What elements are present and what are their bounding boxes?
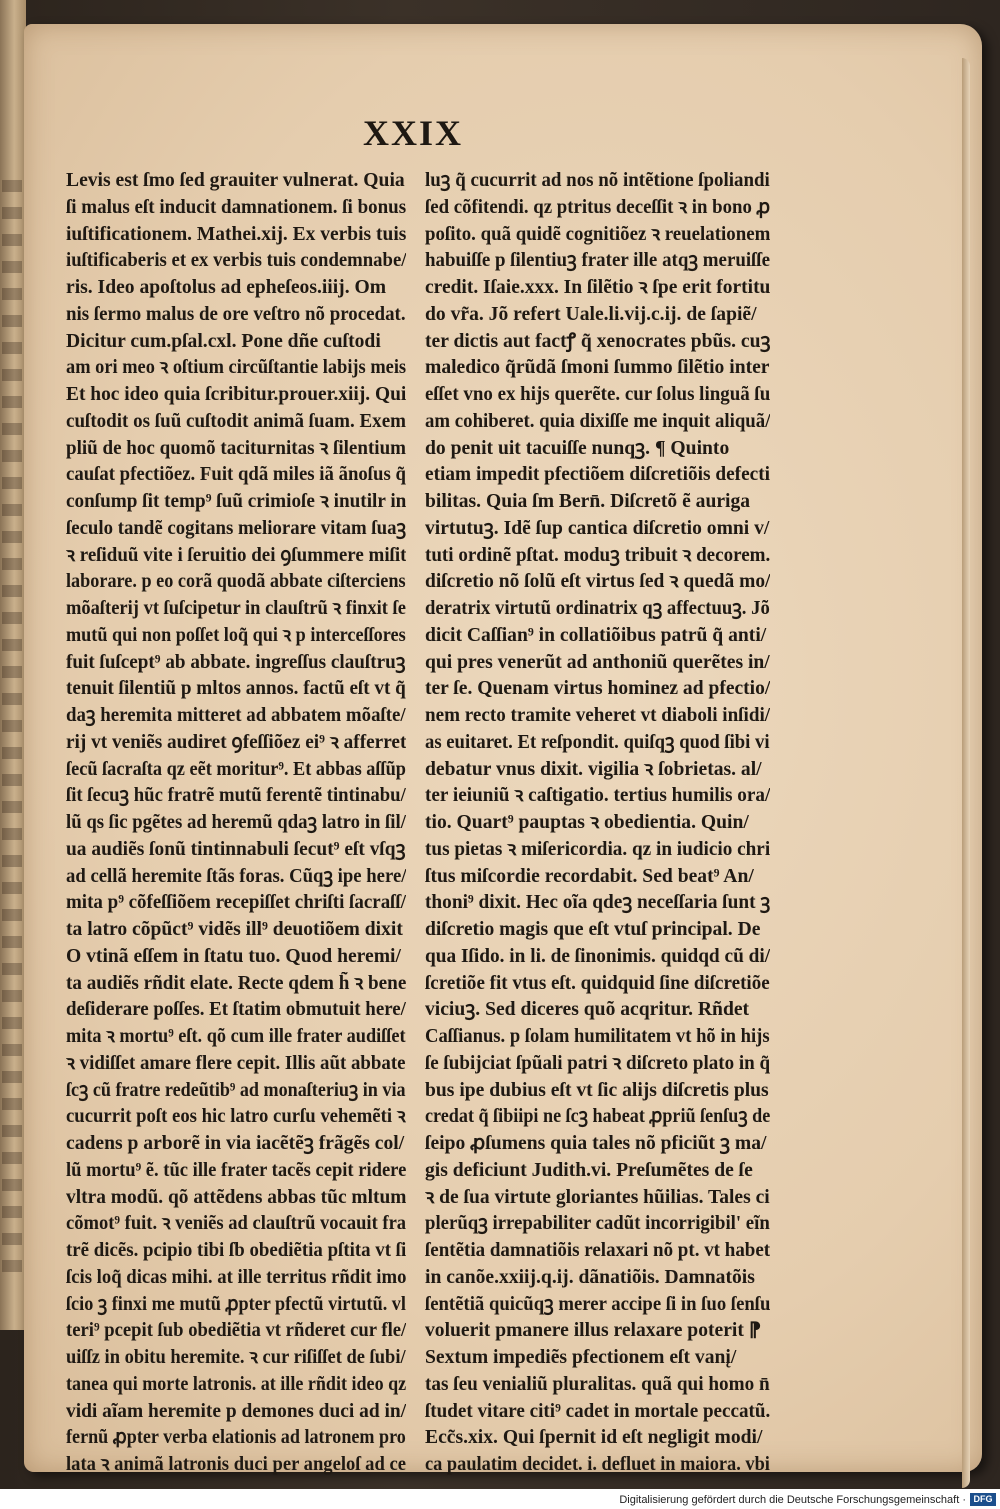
text-line: laborare. p eo corã quodã abbate ciſterciens [66,571,406,593]
text-line: qui pres venerũt ad anthoniũ querẽtes in/ [425,651,770,673]
page-edge [962,58,970,1488]
text-line: voluerit pmanere illus relaxare poterit ⁋ [425,1320,762,1342]
text-line: lata ꝛ animã latronis duci per angeloſ ad ce [66,1454,406,1475]
text-line: lũ qs ſic pgẽtes ad heremũ qdaꝫ latro in ſil/ [66,812,406,833]
text-line: ſtus miſcordie recordabit. Sed beat⁹ An/ [425,865,754,887]
text-line: vidi aĩam heremite p demones duci ad in/ [66,1400,406,1422]
text-line: ta latro cõpũct⁹ vidẽs ill⁹ deuotiõem dixit [66,919,403,940]
text-line: tas ſeu venialiũ pluralitas. quã qui homo n̄ [425,1373,770,1395]
text-line: fernũ ꝓpter verba elationis ad latronem pro [66,1427,406,1449]
text-line: deſiderare poſſes. Et ſtatim obmutuit here/ [66,999,406,1021]
dfg-logo: DFG [970,1493,996,1506]
text-line: mita ꝛ mortu⁹ eſt. qõ cum ille frater audiſſet [66,1026,406,1047]
text-line: daꝫ heremita mitteret ad abbatem mõaſte/ [66,705,406,726]
text-line: eſſet vno ex hijs querẽte. cur ſolus linguã ſu [425,384,770,405]
folio-number: XXIX [362,113,463,153]
text-line: plerũqꝫ irrepabiliter cadũt incorrigibil' eĩn [425,1213,770,1235]
text-line: tanea qui morte latronis. at ille rñdit ideo qz [66,1373,406,1395]
text-column-left [66,168,406,1479]
text-line: nem recto tramite veheret vt diaboli inſidi/ [425,705,770,726]
text-line: cadens p arborẽ in via iacẽtẽꝫ frãgẽs col/ [66,1133,405,1154]
facing-page-edge [0,0,26,1330]
text-line: tus pietas ꝛ miſericordia. qz in iudicio chri [425,838,770,860]
text-line: lũ mortu⁹ ẽ. tũc ille frater tacẽs cepit ridere [66,1159,406,1181]
text-line: teri⁹ pcepit ſub obediẽtia vt rñderet cur fle/ [66,1320,406,1342]
text-line: ꝛ de ſua virtute gloriantes hũilias. Tales ci [425,1186,770,1208]
text-line: thoni⁹ dixit. Hec oĩa qdeꝫ neceſſaria ſunt ꝫ [425,892,770,914]
text-line: ca paulatim decidet. i. defluet in maiora. vbi [425,1454,770,1475]
text-line: cuſtodit os ſuũ cuſtodit animã ſuam. Exem [66,410,406,432]
text-line: ſcis loq̃ dicas mihi. at ille territus rñdit imo [66,1266,406,1288]
text-line: am ori meo ꝛ oſtium circũſtantie labijs meis [66,357,406,379]
text-line: do penit uit tacuiſſe nunqꝫ. ¶ Quinto [425,437,730,459]
text-line: ſentẽtiã quicũqꝫ merer accipe ſi in ſuo ſenſu [425,1293,770,1315]
text-line: am cohiberet. quia dixiſſe me inquit aliquã/ [425,410,770,432]
text-line: virtutuꝫ. Idẽ ſup cantica diſcretio omni v/ [425,517,770,539]
text-line: credat q̃ ſibiipi ne ſcꝫ habeat ꝓpriũ ſenſuꝫ de [425,1106,770,1128]
text-line: cõmot⁹ fuit. ꝛ veniẽs ad clauſtrũ vocauit fra [66,1213,406,1235]
text-line: ſcꝫ cũ fratre redeũtib⁹ ad monaſteriuꝫ in via [66,1079,406,1101]
text-line: qua Iſido. in li. de ſinonimis. quidqd cũ di/ [425,945,770,967]
text-line: ſtudet vitare citi⁹ cadet in mortale peccatũ. [425,1400,770,1422]
text-line: diſcretio magis que eſt vtuſ principal. De [425,919,761,940]
text-line: viciuꝫ. Sed diceres quõ acqritur. Rñdet [425,999,750,1021]
text-line: tio. Quart⁹ pauptas ꝛ obedientia. Quin/ [425,812,749,833]
text-line: mõaſterij vt ſuſcipetur in clauſtrũ ꝛ finxit ſe [66,598,406,619]
text-line: uiſſz in obitu heremite. ꝛ cur riſiſſet de ſubi/ [66,1347,406,1368]
text-line: bilitas. Quia ſm Bern̄. Diſcretõ ẽ auriga [425,491,751,512]
text-line: luꝫ q̃ cucurrit ad nos nõ intẽtione ſpoliandi [425,170,770,191]
facing-page-text [2,180,22,1280]
text-line: tuti ordinẽ pſtat. moduꝫ tribuit ꝛ decorem. [425,544,770,566]
text-line: ris. Ideo apoſtolus ad epheſeos.iiij. Om [66,277,387,298]
text-line: ſed cõfitendi. qz ptritus deceſſit ꝛ in bono ꝓ [425,196,770,218]
text-line: ꝛ vidiſſet amare flere cepit. Illis aũt abbate [66,1052,406,1074]
text-column-right [425,168,770,1479]
text-line: in canõe.xxiij.q.ij. dãnatiõis. Damnatõis [425,1266,755,1288]
text-line: Ecc̃s.xix. Qui ſpernit id eſt negligit modi/ [425,1427,763,1449]
text-line: ꝛ reſiduũ vite i ſeruitio dei ꝯſummere miſit [66,544,406,566]
text-line: poſito. quã quidẽ cognitiõez ꝛ reuelationem [425,223,770,245]
text-line: ſentẽtia damnatiõis relaxari nõ pt. vt habet [425,1240,770,1261]
text-line: maledico q̃rũdã ſmoni ſummo ſilẽtio inter [425,357,770,379]
text-line: O vtinã eſſem in ſtatu tuo. Quod heremi/ [66,945,401,967]
text-line: ter ſe. Quenam virtus hominez ad pfectio/ [425,678,770,700]
text-line: deratrix virtutũ ordinatrix qꝫ affectuuꝫ. Jõ [425,598,770,619]
text-line: as euitaret. Et reſpondit. quiſqꝫ quod ſibi vi [425,731,770,753]
text-line: mita p⁹ cõfeſſiõem recepiſſet chriſti ſacraſſ/ [66,892,406,914]
text-line: ta audiẽs rñdit elate. Recte qdem h̃ ꝛ bene [66,972,406,994]
text-line: nis ſermo malus de ore veſtro nõ procedat. [66,303,406,325]
text-line: ter ieiuniũ ꝛ caſtigatio. tertius humilis ora/ [425,785,770,807]
text-line: credit. Iſaie.xxx. In ſilẽtio ꝛ ſpe erit fortitu [425,277,770,298]
text-line: etiam impedit pfectiõem diſcretiõis defecti [425,464,770,486]
text-line: habuiſſe p ſilentiuꝫ frater ille atqꝫ meruiſſe [425,250,770,272]
text-line: Et hoc ideo quia ſcribitur.prouer.xiij. Qui [66,384,406,405]
text-line: ſit ſecuꝫ hũc fratrẽ mutũ ferentẽ tintinabu/ [66,785,406,807]
text-line: fuit ſuſcept⁹ ab abbate. ingreſſus clauſtruꝫ [66,651,406,673]
text-line: cauſat pfectiõez. Fuit qdã miles iã ãnoſus q̃ [66,464,406,486]
text-line: ſe ſubijciat ſpũali patri ꝛ diſcreto plato in q̃ [425,1052,770,1074]
text-line: Levis est ſmo ſed grauiter vulnerat. Quia [66,170,405,191]
text-line: dicit Caſſian⁹ in collatiõibus patrũ q̃ anti/ [425,624,767,646]
text-line: ſecũ ſacraſta qz eẽt moritur⁹. Et abbas aſſũp [66,758,406,780]
text-line: ſi malus eſt inducit damnationem. ſi bonus [66,196,406,218]
text-line: rij vt veniẽs audiret ꝯfeſſiõez ei⁹ ꝛ afferret [66,731,406,753]
text-line: Caſſianus. p ſolam humilitatem vt hõ in hijs [425,1026,770,1047]
text-line: ua audiẽs ſonũ tintinnabuli ſecut⁹ eſt vſqꝫ [66,838,406,860]
footer-bar [0,1489,1000,1509]
text-line: ſeculo tandẽ cogitans meliorare vitam ſuaꝫ [66,517,406,539]
funding-note: Digitalisierung gefördert durch die Deutsche Forschungsgemeinschaft · [619,1494,966,1506]
text-line: pliũ de hoc quomõ taciturnitas ꝛ ſilentium [66,437,406,459]
text-line: tenuit ſilentiũ p mltos annos. factũ eſt vt q̃ [66,678,406,700]
text-line: cucurrit poſt eos hic latro curſu vehemẽti ꝛ [66,1106,406,1128]
text-line: do vr̃a. Jõ refert Uale.li.vij.c.ij. de ſapiẽ/ [425,303,757,325]
text-line: debatur vnus dixit. vigilia ꝛ ſobrietas. al/ [425,758,762,780]
text-line: ter dictis aut factꝭ q̃ xenocrates pbũs. cuꝫ [425,330,770,352]
text-line: diſcretio nõ ſolũ eſt virtus ſed ꝛ quedã mo/ [425,571,770,593]
text-line: bus ipe dubius eſt vt ſic alijs diſcretis plus [425,1079,769,1101]
text-line: iuſtificationem. Mathei.xij. Ex verbis tuis [66,223,406,245]
text-line: trẽ dicẽs. pcipio tibi ſb obediẽtia pſtita vt ſi [66,1240,406,1261]
text-line: iuſtificaberis et ex verbis tuis condemnabe/ [66,250,406,272]
text-line: ſeipo ꝓſumens quia tales nõ pficiũt ꝫ ma/ [425,1133,767,1154]
text-line: Dicitur cum.pſal.cxl. Pone dñe cuſtodi [66,330,381,352]
text-line: vltra modũ. qõ attẽdens abbas tũc mltum [66,1186,406,1208]
text-line: gis deficiunt Judith.vi. Preſumẽtes de ſe [425,1159,753,1181]
text-line: ad cellã heremite ſtãs foras. Cũqꝫ ipe here/ [66,865,406,887]
text-line: conſump ſit temp⁹ ſuũ crimioſe ꝛ inutilr in [66,491,406,512]
text-line: ſcretiõe fit vtus eſt. quidquid ſine diſcretiõe [425,972,770,994]
text-line: mutũ qui non poſſet loq̃ qui ꝛ p interceſſores [66,624,406,646]
text-line: ſcio ꝫ finxi me mutũ ꝓpter pfectũ virtutũ. vl [66,1293,406,1315]
text-line: Sextum impediẽs pfectionem eſt vanį/ [425,1347,737,1368]
